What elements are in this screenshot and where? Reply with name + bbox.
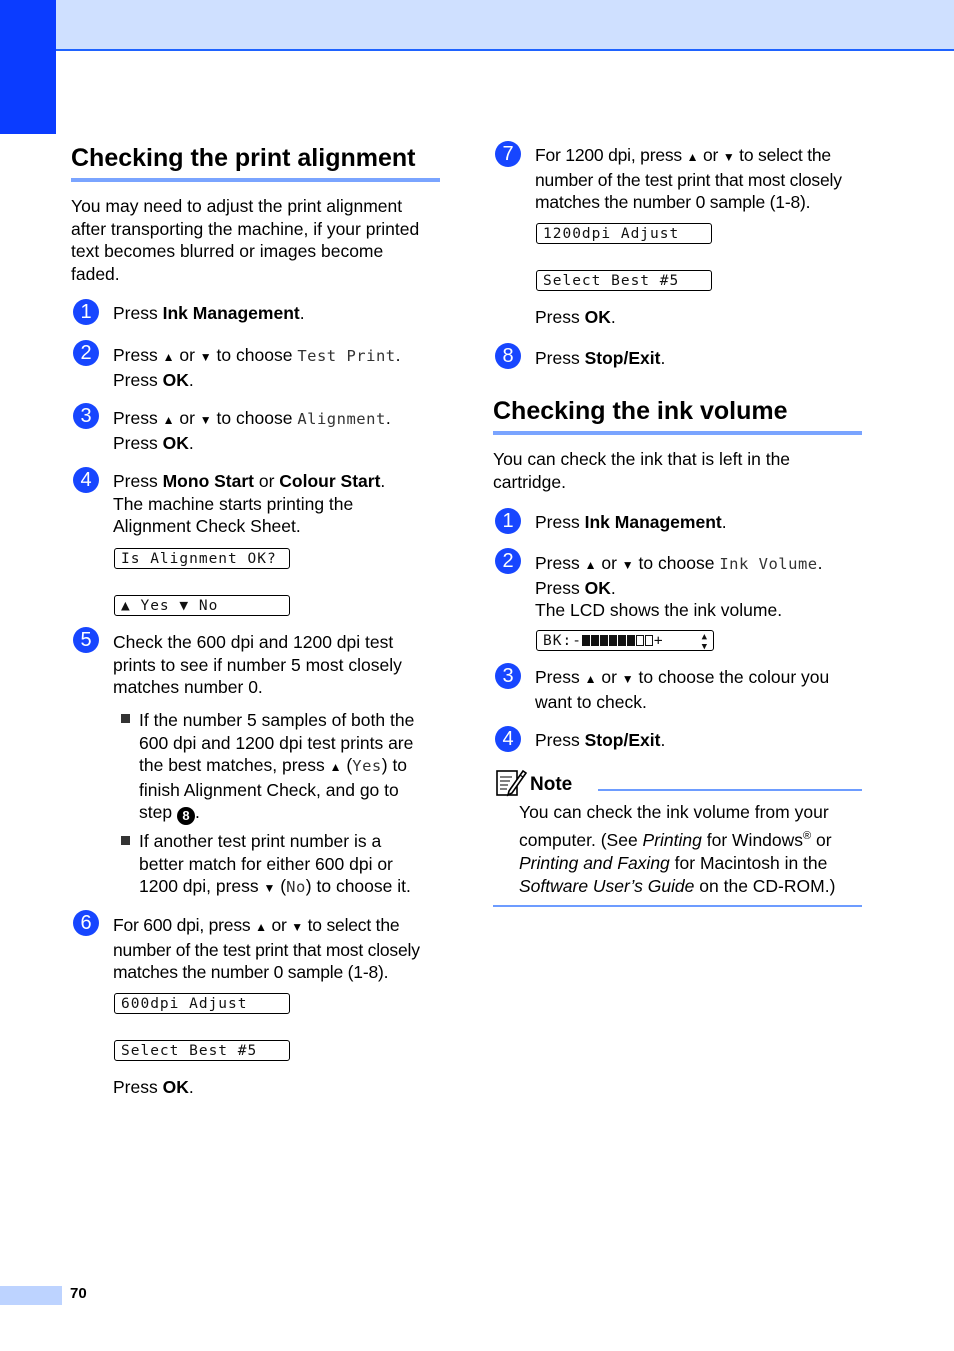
lcd-display: 600dpi Adjust xyxy=(114,993,290,1014)
note-body: You can check the ink volume from your computer. (See Printing for Windows® or Printing and Faxing for Macintosh in the Software User’s Guide on the CD-ROM.) xyxy=(519,802,836,896)
bullet-text: If the number 5 samples of both the 600 dpi and 1200 dpi test prints are the best matches, press ▲ (Yes) to finish Alignment Check, and go to step 8 . xyxy=(139,710,415,823)
down-arrow-icon: ▼ xyxy=(722,150,735,164)
up-arrow-icon: ▲ xyxy=(162,413,175,427)
ink-segment-filled xyxy=(600,635,608,646)
step-number: 2 xyxy=(495,548,521,574)
down-arrow-icon: ▼ xyxy=(621,672,634,686)
page-number-band xyxy=(0,1286,62,1305)
lcd-display: Select Best #5 xyxy=(536,270,712,291)
ink-step-2-text: Press ▲ or ▼ to choose Ink Volume. Press OK. The LCD shows the ink volume. xyxy=(535,553,823,620)
intro-line: faded. xyxy=(71,263,120,284)
lcd-display: Select Best #5 xyxy=(114,1040,290,1061)
step-number: 5 xyxy=(73,627,99,653)
bullet-icon xyxy=(121,836,130,845)
ink-intro-paragraph xyxy=(493,448,790,493)
intro-line: cartridge. xyxy=(493,471,566,492)
lcd-display: 1200dpi Adjust xyxy=(536,223,712,244)
step-2-text: Press ▲ or ▼ to choose Test Print. Press OK. xyxy=(113,345,401,390)
down-arrow-icon: ▼ xyxy=(291,920,303,934)
up-arrow-icon: ▲ xyxy=(584,558,597,572)
step-number: 1 xyxy=(495,508,521,534)
step-number: 4 xyxy=(73,467,99,493)
note-rule xyxy=(493,905,862,907)
chapter-tab xyxy=(0,0,56,134)
down-arrow-icon: ▼ xyxy=(199,350,212,364)
step-3-text: Press ▲ or ▼ to choose Alignment. Press OK. xyxy=(113,408,391,453)
down-arrow-icon: ▼ xyxy=(263,881,276,895)
section-heading-print-alignment: Checking the print alignment xyxy=(71,144,416,172)
up-arrow-icon: ▲ xyxy=(255,920,267,934)
step-number: 8 xyxy=(495,343,521,369)
ink-level-bar xyxy=(582,632,654,653)
ink-segment-empty xyxy=(645,635,653,646)
bullet-icon xyxy=(121,714,130,723)
up-arrow-icon: ▲ xyxy=(584,672,597,686)
ink-segment-filled xyxy=(582,635,590,646)
step-number: 1 xyxy=(73,299,99,325)
ink-segment-filled xyxy=(618,635,626,646)
press-ok-text: Press OK. xyxy=(113,1077,194,1097)
down-arrow-icon: ▼ xyxy=(199,413,212,427)
intro-line: You can check the ink that is left in the xyxy=(493,449,791,469)
step-number: 4 xyxy=(495,726,521,752)
step-number: 2 xyxy=(73,340,99,366)
ink-segment-filled xyxy=(591,635,599,646)
up-arrow-icon: ▲ xyxy=(686,150,699,164)
lcd-display: Is Alignment OK? xyxy=(114,548,290,569)
note-icon xyxy=(495,767,527,799)
up-arrow-icon: ▲ xyxy=(329,760,342,774)
ink-step-4-text: Press Stop/Exit. xyxy=(535,730,666,750)
intro-paragraph xyxy=(71,195,419,285)
step-ref-icon: 8 xyxy=(177,807,195,825)
up-arrow-icon: ▲ xyxy=(162,350,175,364)
bullet-text: If another test print number is a better match for either 600 dpi or 1200 dpi, press ▼ (No) to choose it. xyxy=(139,831,411,896)
ink-segment-filled xyxy=(609,635,617,646)
lcd-display: ▲ Yes ▼ No xyxy=(114,595,290,616)
step-6-text: For 600 dpi, press ▲ or ▼ to select the number of the test print that most closely matches the number 0 sample (1-8). xyxy=(113,915,420,982)
press-ok-text: Press OK. xyxy=(535,307,616,327)
page-number: 70 xyxy=(70,1285,87,1302)
step-8-text: Press Stop/Exit. xyxy=(535,348,666,368)
step-number: 3 xyxy=(73,403,99,429)
step-4-text: Press Mono Start or Colour Start. The machine starts printing the Alignment Check Sheet. xyxy=(113,471,386,536)
step-number: 7 xyxy=(495,141,521,167)
ink-segment-empty xyxy=(636,635,644,646)
intro-line: after transporting the machine, if your printed xyxy=(71,218,420,239)
heading-rule xyxy=(71,178,440,182)
ink-volume-lcd: BK:- + ▲ ▼ xyxy=(536,630,714,651)
step-5-text: Check the 600 dpi and 1200 dpi test prints to see if number 5 most closely matches number 0. xyxy=(113,632,402,697)
ink-segment-filled xyxy=(627,635,635,646)
note-title: Note xyxy=(530,774,573,795)
ink-step-3-text: Press ▲ or ▼ to choose the colour you want to check. xyxy=(535,667,830,712)
note-rule xyxy=(598,789,862,791)
intro-line: You may need to adjust the print alignment xyxy=(71,196,403,216)
step-number: 3 xyxy=(495,663,521,689)
step-7-text: For 1200 dpi, press ▲ or ▼ to select the number of the test print that most closely matches the number 0 sample (1-8). xyxy=(535,145,842,212)
scroll-arrows-icon: ▲ ▼ xyxy=(701,632,707,652)
header-band xyxy=(0,0,954,51)
step-1-text: Press Ink Management. xyxy=(113,303,305,323)
section-heading-ink-volume: Checking the ink volume xyxy=(493,397,788,425)
intro-line: text becomes blurred or images become xyxy=(71,241,384,261)
heading-rule xyxy=(493,431,862,435)
down-arrow-icon: ▼ xyxy=(621,558,634,572)
step-number: 6 xyxy=(73,910,99,936)
ink-step-1-text: Press Ink Management. xyxy=(535,512,727,532)
